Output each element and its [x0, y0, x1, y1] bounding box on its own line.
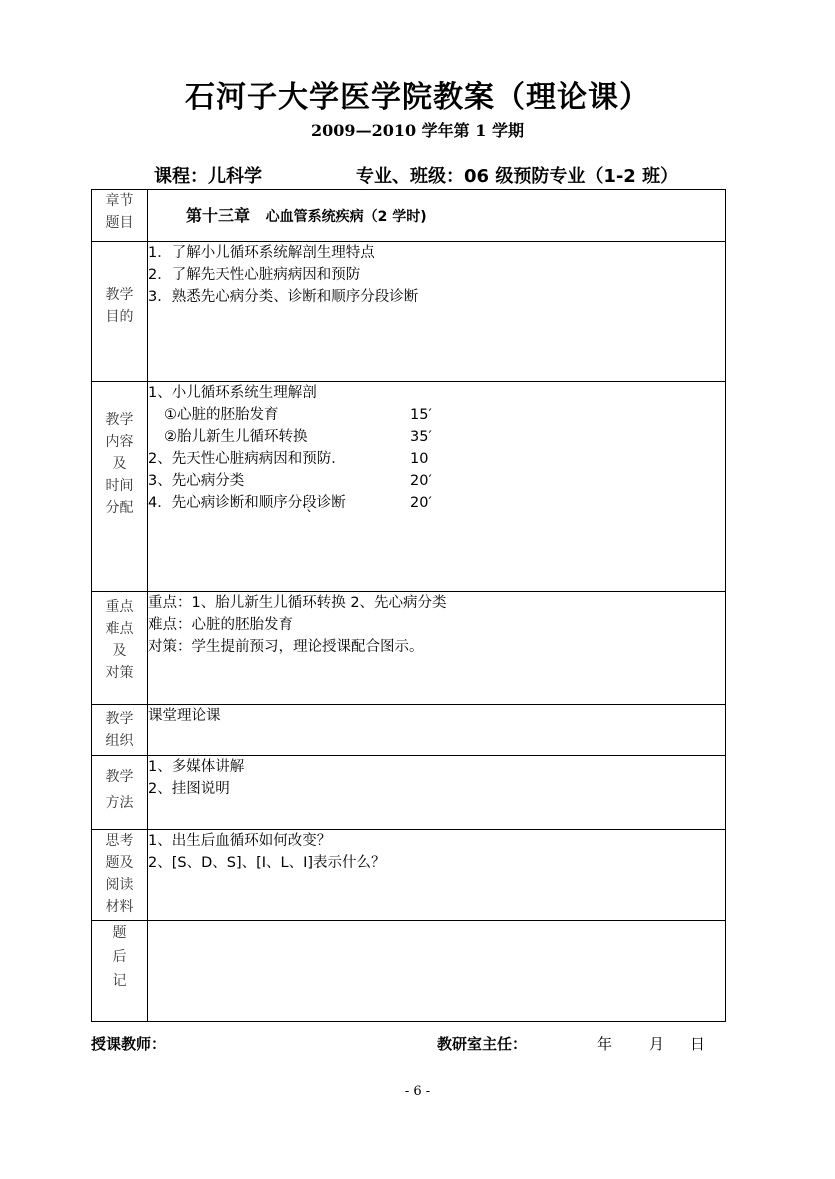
methods-row	[92, 756, 726, 830]
objective-item: 2．了解先天性心脏病病因和预防	[148, 267, 361, 283]
method-item: 2、挂图说明	[148, 781, 230, 797]
methods-cell	[148, 756, 726, 830]
questions-row	[92, 830, 726, 921]
stray-mark: `	[306, 509, 314, 525]
content-item: ①心脏的胚胎发育 15′	[164, 407, 432, 423]
page-number: - 6 -	[404, 1084, 431, 1099]
content-item: 2、先天性心脏病病因和预防． 10	[148, 451, 429, 467]
objectives-row	[92, 242, 726, 382]
objectives-label: 教学 目的	[92, 242, 148, 382]
date-year-label: 年	[597, 1035, 613, 1053]
key-point-item: 难点：心脏的胚胎发育	[148, 617, 293, 633]
postscript-row	[92, 921, 726, 1022]
content-item: 4．先心病诊断和顺序分段诊断 20′	[148, 495, 432, 511]
key-point-item: 重点：1、胎儿新生儿循环转换 2、先心病分类	[148, 595, 447, 611]
date-day-label: 日	[690, 1035, 706, 1053]
key-points-cell	[148, 592, 726, 705]
chapter-title: 心血管系统疾病（2 学时)	[265, 209, 427, 225]
organization-label: 教学 组织	[92, 705, 148, 756]
director-signature-label: 教研室主任：	[437, 1035, 528, 1053]
question-item: 1、出生后血循环如何改变？	[148, 833, 332, 849]
key-point-item: 对策：学生提前预习，理论授课配合图示。	[148, 639, 424, 655]
content-item: ②胎儿新生儿循环转换 35′	[164, 429, 432, 445]
organization-row	[92, 705, 726, 756]
semester-line: 2009—2010 学年第 1 学期	[311, 121, 524, 140]
key-points-row	[92, 592, 726, 705]
organization-cell	[148, 705, 726, 756]
course-label: 课程：儿科学	[154, 166, 262, 187]
objective-item: 1．了解小儿循环系统解剖生理特点	[148, 245, 375, 261]
lesson-plan-table	[91, 189, 726, 1022]
chapter-cell	[148, 190, 726, 242]
methods-label: 教学 方法	[92, 756, 148, 830]
questions-label: 思考 题及 阅读 材料	[92, 830, 148, 921]
objectives-cell	[148, 242, 726, 382]
content-row	[92, 382, 726, 592]
content-item: 3、先心病分类 20′	[148, 473, 432, 489]
date-month-label: 月	[649, 1035, 665, 1053]
postscript-cell	[148, 921, 726, 1022]
method-item: 1、多媒体讲解	[148, 759, 245, 775]
postscript-label: 题 后 记	[92, 921, 148, 1022]
teacher-signature-label: 授课教师：	[91, 1035, 167, 1053]
content-label: 教学 内容 及 时间 分配	[92, 382, 148, 592]
major-class-label: 专业、班级：06 级预防专业（1-2 班）	[356, 166, 679, 187]
organization-item: 课堂理论课	[148, 708, 221, 724]
content-item: 1、小儿循环系统生理解剖	[148, 385, 317, 401]
questions-cell	[148, 830, 726, 921]
question-item: 2、[S、D、S]、[I、L、I]表示什么？	[148, 855, 386, 871]
chapter-label: 章节 题目	[92, 190, 148, 242]
key-points-label: 重点 难点 及 对策	[92, 592, 148, 705]
chapter-number: 第十三章	[186, 206, 251, 225]
page-title: 石河子大学医学院教案（理论课）	[185, 80, 650, 115]
objective-item: 3．熟悉先心病分类、诊断和顺序分段诊断	[148, 289, 419, 305]
content-cell	[148, 382, 726, 592]
chapter-row	[92, 190, 726, 242]
